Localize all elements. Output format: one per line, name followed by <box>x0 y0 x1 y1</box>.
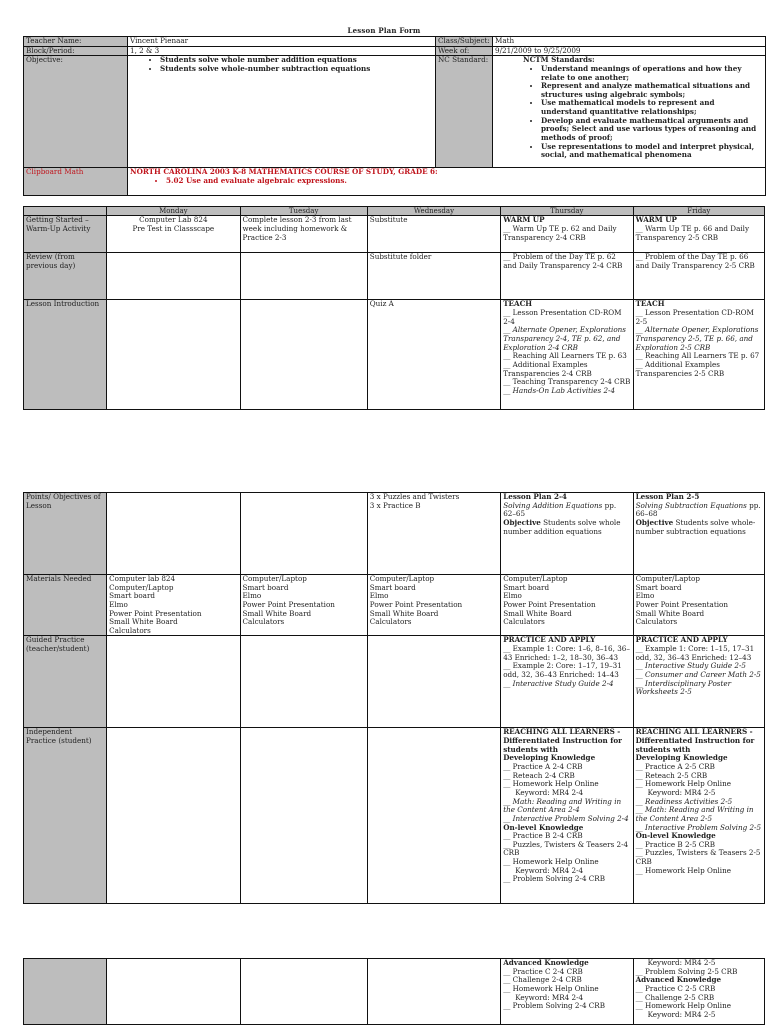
cell-line: __ Consumer and Career Math 2-5 <box>635 670 761 680</box>
cell-line: Computer/Laptop <box>369 574 435 583</box>
cell-line: __ Example 1: Core: 1–6, 8–16, 36–43 Enriched: 1–2, 18–30, 36–43 <box>503 644 630 662</box>
section-title: TEACH <box>635 299 665 309</box>
cell-line: Calculators <box>635 617 678 627</box>
nctm-item: • Use representations to model and interpret physical, social, and mathematical phenomena <box>541 143 763 160</box>
section-title: REACHING ALL LEARNERS - Differentiated Instruction for students with <box>635 727 755 754</box>
teacher-value: Vincent Pienaar <box>128 37 436 47</box>
independent-thursday <box>501 728 633 904</box>
day-tuesday: Tuesday <box>240 207 367 216</box>
cell-line: __ Math: Reading and Writing in the Content Area 2-5 <box>635 805 754 823</box>
cell-line: __ Practice A 2-5 CRB <box>635 762 715 772</box>
cell-line: Elmo <box>109 599 128 609</box>
cell-line: 3 x Puzzles and Twisters <box>369 492 460 501</box>
cell-line: __ Math: Reading and Writing in the Content Area 2-4 <box>503 796 622 815</box>
independent-monday <box>107 728 240 904</box>
guided-thursday <box>501 636 633 728</box>
cell-line: Power Point Presentation <box>109 608 202 618</box>
cell-line: Smart board <box>369 582 416 592</box>
cell-line: __ Example 1: Core: 1–15, 17–31 odd, 32, 36–43 Enriched: 12–43 <box>635 644 755 662</box>
materials-wednesday <box>367 575 500 636</box>
class-label: Class/Subject: <box>436 37 493 47</box>
week-label: Week of: <box>436 46 493 56</box>
cell-line: __ Warm Up TE p. 66 and Daily Transparency 2-5 CRB <box>635 224 750 242</box>
cell-line: __ Homework Help Online <box>503 857 599 867</box>
cell-line: __ Problem Solving 2-5 CRB <box>635 966 738 976</box>
week-value: 9/21/2009 to 9/25/2009 <box>493 46 766 56</box>
materials-thursday <box>501 575 633 636</box>
advanced-monday <box>107 959 240 1025</box>
cell-line: __ Teaching Transparency 2-4 CRB <box>503 377 631 387</box>
objective-list <box>128 56 436 168</box>
points-tuesday <box>240 493 367 575</box>
row-label-materials: Materials Needed <box>24 575 107 636</box>
cell-line: Calculators <box>369 617 412 627</box>
cell-line: Calculators <box>109 625 151 635</box>
section-title: TEACH <box>503 299 533 309</box>
nctm-item: • Represent and analyze mathematical situations and structures using algebraic symbols; <box>541 82 763 99</box>
guided-tuesday <box>240 636 367 728</box>
cell-line: __ Interactive Problem Solving 2-5 <box>635 822 762 832</box>
cell-line: __ Reaching All Learners TE p. 67 <box>635 351 760 361</box>
review-thursday: __ Problem of the Day TE p. 62 and Daily Transparency 2-4 CRB <box>501 253 633 300</box>
review-tuesday <box>240 253 367 300</box>
nctm-item: • Understand meanings of operations and how they relate to one another; <box>541 65 763 82</box>
nctm-item: • Develop and evaluate mathematical arguments and proofs; Select and use various types of reasoning and methods of proof; <box>541 117 763 143</box>
getting-started-thursday <box>501 216 633 253</box>
cell-line: __ Reaching All Learners TE p. 63 <box>503 351 627 361</box>
cell-line: Small White Board <box>635 608 705 618</box>
cell-line: Power Point Presentation <box>242 599 335 609</box>
day-thursday: Thursday <box>501 207 633 216</box>
nctm-item: • Use mathematical models to represent and understand quantitative relationships; <box>541 99 763 116</box>
cell-line: Computer/Laptop <box>242 574 307 583</box>
cell-line: __ Alternate Opener, Explorations Transparency 2-5, TE p. 66, and Exploration 2-5 CRB <box>635 325 759 352</box>
form-title: Lesson Plan Form <box>347 26 421 35</box>
cell-line: __ Additional Examples Transparencies 2-5 CRB <box>635 359 725 378</box>
subsection-title: Advanced Knowledge <box>503 958 589 967</box>
cell-line: Keyword: MR4 2-5 <box>647 787 716 797</box>
cell-line: __ Interdisciplinary Poster Worksheets 2-5 <box>635 678 732 697</box>
cell-line: __ Example 2: Core: 1–17, 19–31 odd, 32, 36–43 Enriched: 14–43 <box>503 661 622 680</box>
corner-cell <box>24 207 107 216</box>
independent-wednesday <box>367 728 500 904</box>
cell-line: Computer/Laptop <box>635 574 700 583</box>
cell-line: Small White Board <box>369 608 439 618</box>
cell-line: __ Practice B 2-4 CRB <box>503 831 583 841</box>
cell-line: __ Homework Help Online <box>635 1001 731 1011</box>
row-label-getting-started: Getting Started – Warm-Up Activity <box>24 216 107 253</box>
day-monday: Monday <box>107 207 240 216</box>
section-title: WARM UP <box>635 215 677 225</box>
nc-standard-label: NC Standard: <box>436 56 493 168</box>
subsection-title: Developing Knowledge <box>635 753 728 763</box>
cell-line: __ Practice C 2-4 CRB <box>503 966 583 976</box>
cell-line: __ Interactive Study Guide 2-4 <box>503 678 614 688</box>
cell-line: Power Point Presentation <box>635 599 728 609</box>
cell-line: Pre Test in Classscape <box>132 224 215 234</box>
cell-line: Computer/Laptop <box>109 582 174 592</box>
cell-line: __ Practice A 2-4 CRB <box>503 762 583 772</box>
cell-line: __ Practice C 2-5 CRB <box>635 983 716 993</box>
cell-line: __ Reteach 2-5 CRB <box>635 770 708 780</box>
cell-line: Calculators <box>242 617 285 627</box>
cell-line: Smart board <box>109 591 156 601</box>
cell-line: __ Problem Solving 2-4 CRB <box>503 874 605 884</box>
points-friday <box>633 493 764 575</box>
cell-line: Smart board <box>503 582 550 592</box>
lesson-subtitle: Solving Addition Equations <box>503 500 603 510</box>
clipboard-label: Clipboard Math <box>24 168 128 196</box>
intro-friday <box>633 300 764 410</box>
lesson-subtitle: Solving Subtraction Equations <box>635 500 747 510</box>
cell-line: __ Challenge 2-5 CRB <box>635 992 715 1002</box>
lesson-pages: pp. 62–65 <box>503 500 617 519</box>
cell-line: __ Readiness Activities 2-5 <box>635 796 733 806</box>
cell-line: Elmo <box>242 591 262 601</box>
nctm-title: NCTM Standards: <box>523 55 595 65</box>
cell-line: __ Interactive Problem Solving 2-4 <box>503 813 629 823</box>
cell-line: Power Point Presentation <box>503 599 596 609</box>
row-label-advanced <box>24 959 107 1025</box>
row-label-review: Review (from previous day) <box>24 253 107 300</box>
section-title: WARM UP <box>503 215 545 225</box>
week-table-bottom <box>23 958 765 1025</box>
cell-line: Small White Board <box>503 608 572 618</box>
review-monday <box>107 253 240 300</box>
objective-item: • Students solve whole-number subtraction equations <box>160 65 433 74</box>
row-label-intro: Lesson Introduction <box>24 300 107 410</box>
cell-line: 3 x Practice B <box>369 500 421 510</box>
getting-started-friday <box>633 216 764 253</box>
subsection-title: Developing Knowledge <box>503 753 596 763</box>
intro-thursday <box>501 300 633 410</box>
nc-course-item: • 5.02 Use and evaluate algebraic expressions. <box>166 177 763 186</box>
week-table-middle <box>23 492 765 904</box>
day-wednesday: Wednesday <box>367 207 500 216</box>
subsection-title: On-level Knowledge <box>635 831 716 841</box>
cell-line: Computer Lab 824 <box>139 215 208 225</box>
header-table <box>23 36 766 196</box>
cell-line: __ Practice B 2-5 CRB <box>635 839 716 849</box>
block-label: Block/Period: <box>24 46 128 56</box>
section-title: Lesson Plan 2-4 <box>503 492 567 501</box>
intro-monday <box>107 300 240 410</box>
cell-line: Keyword: MR4 2-5 <box>647 1009 716 1019</box>
intro-tuesday <box>240 300 367 410</box>
cell-line: __ Lesson Presentation CD-ROM 2-4 <box>503 308 622 326</box>
cell-line: __ Alternate Opener, Explorations Transparency 2-4, TE p. 62, and Exploration 2-4 CRB <box>503 325 626 352</box>
materials-tuesday <box>240 575 367 636</box>
lesson-pages: pp. 66–68 <box>635 500 761 519</box>
day-friday: Friday <box>633 207 764 216</box>
advanced-wednesday <box>367 959 500 1025</box>
cell-line: __ Reteach 2-4 CRB <box>503 770 575 780</box>
cell-line: __ Lesson Presentation CD-ROM 2-5 <box>635 308 754 326</box>
subsection-title: Advanced Knowledge <box>635 975 722 985</box>
section-title: REACHING ALL LEARNERS - Differentiated Instruction for students with <box>503 727 622 754</box>
cell-line: Keyword: MR4 2-5 <box>647 958 716 967</box>
block-value: 1, 2 & 3 <box>128 46 436 56</box>
section-title: PRACTICE AND APPLY <box>503 635 596 645</box>
advanced-tuesday <box>240 959 367 1025</box>
getting-started-tuesday: Complete lesson 2-3 from last week including homework & Practice 2-3 <box>240 216 367 253</box>
objective-text: Students solve whole-number subtraction equations <box>635 517 756 536</box>
nc-course-title: NORTH CAROLINA 2003 K-8 MATHEMATICS COURSE OF STUDY, GRADE 6: <box>130 167 438 177</box>
cell-line: Power Point Presentation <box>369 599 463 609</box>
row-label-points: Points/ Objectives of Lesson <box>24 493 107 575</box>
cell-line: Computer lab 824 <box>109 574 176 583</box>
cell-line: Keyword: MR4 2-4 <box>515 787 584 797</box>
advanced-thursday <box>501 959 633 1025</box>
objective-label: Objective <box>503 517 541 527</box>
objective-label: Objective: <box>24 56 128 168</box>
row-label-guided: Guided Practice (teacher/student) <box>24 636 107 728</box>
points-monday <box>107 493 240 575</box>
cell-line: __ Problem Solving 2-4 CRB <box>503 1001 605 1011</box>
objective-item: • Students solve whole number addition equations <box>160 56 433 65</box>
class-value: Math <box>493 37 766 47</box>
subsection-title: On-level Knowledge <box>503 822 584 832</box>
cell-line: Keyword: MR4 2-4 <box>515 865 584 875</box>
intro-wednesday: Quiz A <box>367 300 500 410</box>
cell-line: Elmo <box>503 591 522 601</box>
independent-friday <box>633 728 764 904</box>
cell-line: __ Challenge 2-4 CRB <box>503 975 582 985</box>
week-table-top <box>23 206 765 410</box>
cell-line: __ Homework Help Online <box>503 779 599 789</box>
section-title: Lesson Plan 2-5 <box>635 492 700 501</box>
points-wednesday <box>367 493 500 575</box>
guided-friday <box>633 636 764 728</box>
guided-wednesday <box>367 636 500 728</box>
cell-line: __ Puzzles, Twisters & Teasers 2-4 CRB <box>503 839 629 858</box>
materials-friday <box>633 575 764 636</box>
teacher-label: Teacher Name: <box>24 37 128 47</box>
cell-line: Calculators <box>503 617 545 627</box>
cell-line: __ Additional Examples Transparencies 2-4 CRB <box>503 359 592 378</box>
cell-line: __ Hands-On Lab Activities 2-4 <box>503 385 616 395</box>
materials-monday <box>107 575 240 636</box>
getting-started-wednesday: Substitute <box>367 216 500 253</box>
objective-text: Students solve whole number addition equations <box>503 517 621 536</box>
points-thursday <box>501 493 633 575</box>
getting-started-monday <box>107 216 240 253</box>
section-title: PRACTICE AND APPLY <box>635 635 728 645</box>
advanced-friday <box>633 959 764 1025</box>
review-wednesday: Substitute folder <box>367 253 500 300</box>
cell-line: Small White Board <box>109 617 178 627</box>
cell-line: __ Interactive Study Guide 2-5 <box>635 661 746 671</box>
nc-course <box>128 168 766 196</box>
objective-label: Objective <box>635 517 674 527</box>
cell-line: Computer/Laptop <box>503 574 568 583</box>
cell-line: Smart board <box>242 582 289 592</box>
cell-line: Elmo <box>369 591 389 601</box>
cell-line: __ Homework Help Online <box>635 865 731 875</box>
cell-line: __ Puzzles, Twisters & Teasers 2-5 CRB <box>635 848 761 867</box>
cell-line: Small White Board <box>242 608 312 618</box>
cell-line: __ Homework Help Online <box>635 779 731 789</box>
nctm-standards <box>493 56 766 168</box>
independent-tuesday <box>240 728 367 904</box>
cell-line: __ Warm Up TE p. 62 and Daily Transparency 2-4 CRB <box>503 224 617 242</box>
row-label-independent: Independent Practice (student) <box>24 728 107 904</box>
cell-line: Smart board <box>635 582 682 592</box>
review-friday: __ Problem of the Day TE p. 66 and Daily Transparency 2-5 CRB <box>633 253 764 300</box>
cell-line: Elmo <box>635 591 655 601</box>
cell-line: __ Homework Help Online <box>503 983 599 993</box>
cell-line: Keyword: MR4 2-4 <box>515 992 584 1002</box>
guided-monday <box>107 636 240 728</box>
